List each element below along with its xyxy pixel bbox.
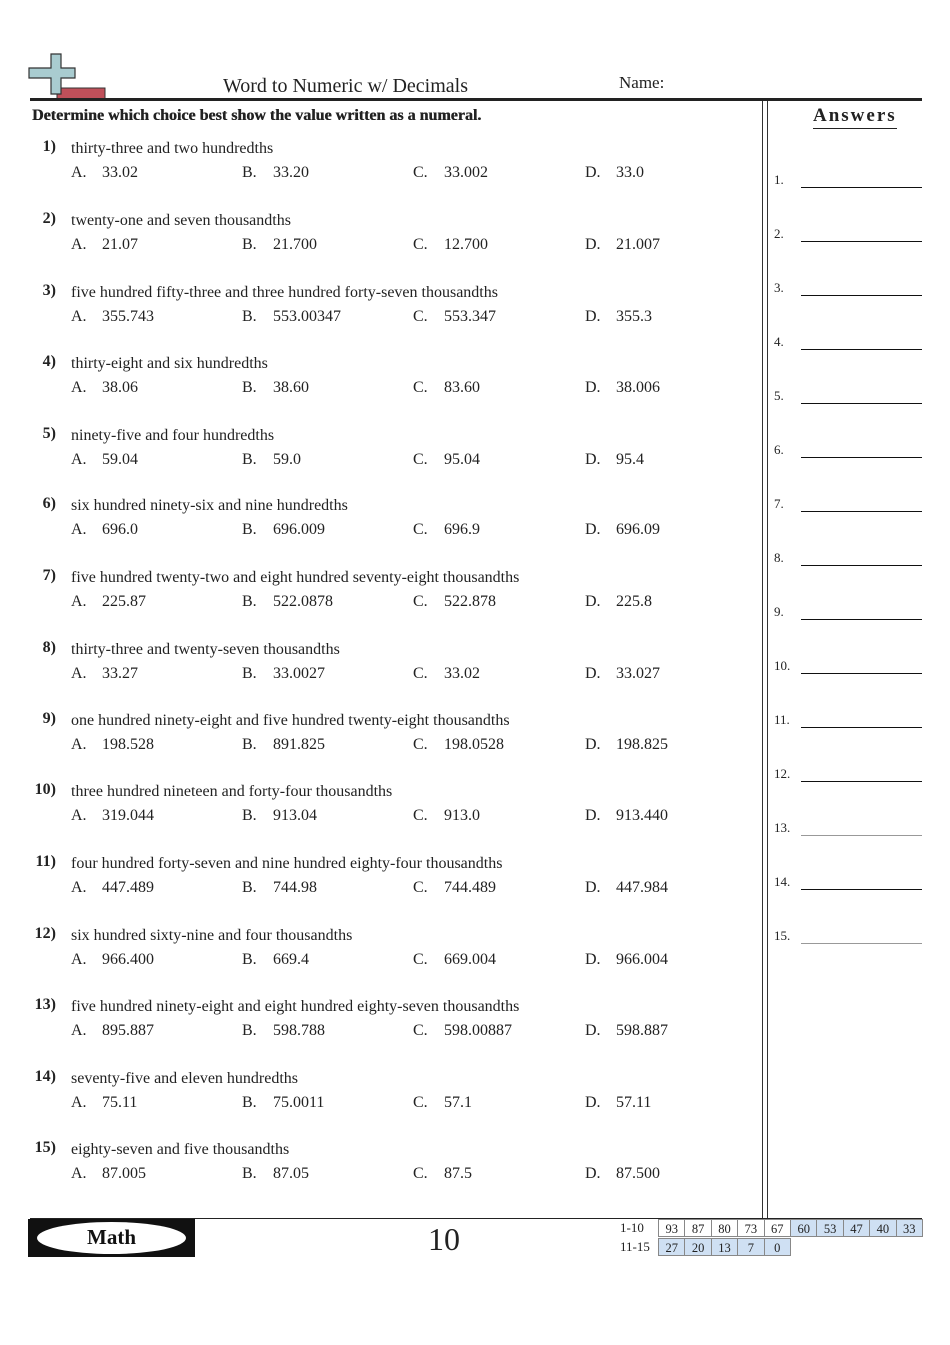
question-text: five hundred ninety-eight and eight hundred eighty-seven thousandths — [71, 998, 520, 1015]
choice-value: 447.489 — [102, 879, 154, 896]
choice-letter: D. — [585, 451, 601, 468]
choice-value: 198.825 — [616, 736, 668, 753]
score-cell: 27 — [658, 1238, 685, 1256]
question-number: 10) — [34, 781, 56, 798]
question-text: twenty-one and seven thousandths — [71, 212, 291, 229]
choice-letter: C. — [413, 951, 428, 968]
answer-number: 8. — [774, 550, 784, 565]
choice-value: 198.0528 — [444, 736, 504, 753]
answer-number: 6. — [774, 442, 784, 457]
choice-letter: A. — [71, 736, 87, 753]
question-text: four hundred forty-seven and nine hundred eighty-four thousandths — [71, 855, 503, 872]
choice-letter: A. — [71, 951, 87, 968]
worksheet-title: Word to Numeric w/ Decimals — [223, 75, 468, 97]
choice-value: 355.743 — [102, 308, 154, 325]
choice-value: 598.00887 — [444, 1022, 512, 1039]
answer-choice — [413, 164, 488, 182]
answer-choice — [242, 164, 309, 182]
choice-value: 33.02 — [102, 164, 138, 181]
answer-row — [774, 438, 922, 458]
question-number: 7) — [42, 567, 56, 584]
choice-letter: B. — [242, 665, 257, 682]
question-item — [30, 425, 750, 485]
choice-value: 744.489 — [444, 879, 496, 896]
answer-row — [774, 222, 922, 242]
choice-value: 75.11 — [102, 1094, 138, 1111]
answer-row — [774, 600, 922, 620]
answer-choice — [71, 1094, 137, 1112]
choice-letter: D. — [585, 379, 601, 396]
answer-blank[interactable] — [801, 673, 922, 675]
answer-choice — [242, 1094, 324, 1112]
question-item — [30, 282, 750, 342]
answer-choice — [413, 736, 504, 754]
score-row-label: 1-10 — [620, 1220, 644, 1235]
answer-row — [774, 168, 922, 188]
question-number: 5) — [42, 425, 56, 442]
answer-choice — [71, 379, 138, 397]
choice-value: 95.04 — [444, 451, 480, 468]
question-number: 9) — [42, 710, 56, 727]
choice-letter: A. — [71, 593, 87, 610]
answer-choice — [413, 807, 480, 825]
question-number: 12) — [34, 925, 56, 942]
math-badge-label: Math — [87, 1225, 136, 1249]
choice-value: 319.044 — [102, 807, 154, 824]
answer-choice — [71, 1022, 154, 1040]
choice-value: 21.700 — [273, 236, 317, 253]
choice-value: 33.027 — [616, 665, 660, 682]
choice-letter: B. — [242, 236, 257, 253]
question-number: 13) — [34, 996, 56, 1013]
answer-choice — [242, 521, 325, 539]
choice-value: 669.4 — [273, 951, 309, 968]
answer-blank[interactable] — [801, 889, 922, 891]
answer-blank[interactable] — [801, 457, 922, 459]
answer-number: 2. — [774, 226, 784, 241]
question-item — [30, 210, 750, 270]
answer-choice — [71, 951, 154, 969]
choice-letter: C. — [413, 451, 428, 468]
answer-choice — [71, 593, 146, 611]
choice-value: 744.98 — [273, 879, 317, 896]
choice-value: 57.1 — [444, 1094, 472, 1111]
answer-choice — [413, 1094, 472, 1112]
score-cell: 13 — [711, 1238, 738, 1256]
question-text: three hundred nineteen and forty-four thousandths — [71, 783, 393, 800]
question-item — [30, 353, 750, 413]
choice-value: 21.07 — [102, 236, 138, 253]
choice-letter: A. — [71, 1165, 87, 1182]
answer-choice — [585, 1022, 668, 1040]
choice-letter: B. — [242, 164, 257, 181]
answer-choice — [242, 236, 317, 254]
score-cell: 47 — [843, 1219, 870, 1237]
choice-value: 198.528 — [102, 736, 154, 753]
choice-letter: A. — [71, 521, 87, 538]
choice-value: 38.06 — [102, 379, 138, 396]
choice-letter: B. — [242, 308, 257, 325]
choice-value: 696.0 — [102, 521, 138, 538]
question-item — [30, 1068, 750, 1128]
question-item — [30, 996, 750, 1056]
question-text: five hundred fifty-three and three hundred forty-seven thousandths — [71, 284, 498, 301]
answer-row — [774, 708, 922, 728]
answer-choice — [242, 379, 309, 397]
answer-number: 1. — [774, 172, 784, 187]
answer-choice — [242, 951, 309, 969]
choice-letter: A. — [71, 308, 87, 325]
choice-letter: A. — [71, 164, 87, 181]
question-number: 14) — [34, 1068, 56, 1085]
choice-value: 895.887 — [102, 1022, 154, 1039]
answers-divider — [767, 101, 768, 1218]
choice-letter: D. — [585, 164, 601, 181]
answer-blank[interactable] — [801, 727, 922, 729]
score-cell: 33 — [896, 1219, 923, 1237]
answer-number: 7. — [774, 496, 784, 511]
question-text: thirty-three and twenty-seven thousandths — [71, 641, 340, 658]
answer-choice — [71, 236, 138, 254]
choice-letter: A. — [71, 879, 87, 896]
answer-choice — [413, 593, 496, 611]
question-number: 1) — [42, 138, 56, 155]
answer-number: 14. — [774, 874, 791, 889]
answer-number: 5. — [774, 388, 784, 403]
answer-choice — [71, 451, 138, 469]
choice-value: 522.0878 — [273, 593, 333, 610]
choice-value: 59.04 — [102, 451, 138, 468]
choice-value: 95.4 — [616, 451, 644, 468]
answer-number: 10. — [774, 658, 791, 673]
choice-value: 12.700 — [444, 236, 488, 253]
answer-choice — [585, 1094, 651, 1112]
answers-title: Answers — [813, 105, 897, 129]
answer-choice — [413, 451, 480, 469]
answer-choice — [413, 1022, 512, 1040]
score-cell: 20 — [684, 1238, 711, 1256]
question-text: seventy-five and eleven hundredths — [71, 1070, 299, 1087]
score-cell: 7 — [737, 1238, 764, 1256]
answer-choice — [71, 164, 138, 182]
answer-row — [774, 924, 922, 944]
choice-value: 913.04 — [273, 807, 317, 824]
choice-letter: C. — [413, 665, 428, 682]
choice-value: 33.02 — [444, 665, 480, 682]
choice-value: 87.500 — [616, 1165, 660, 1182]
answer-number: 15. — [774, 928, 791, 943]
choice-letter: B. — [242, 736, 257, 753]
question-text: eighty-seven and five thousandths — [71, 1141, 290, 1158]
choice-letter: C. — [413, 379, 428, 396]
answer-choice — [413, 236, 488, 254]
answer-choice — [71, 665, 138, 683]
choice-value: 696.009 — [273, 521, 325, 538]
header-rule — [30, 98, 922, 101]
answer-number: 11. — [774, 712, 790, 727]
choice-letter: C. — [413, 308, 428, 325]
question-item — [30, 925, 750, 985]
choice-value: 225.87 — [102, 593, 146, 610]
choice-value: 598.788 — [273, 1022, 325, 1039]
question-text: one hundred ninety-eight and five hundred twenty-eight thousandths — [71, 712, 510, 729]
answer-blank[interactable] — [801, 619, 922, 621]
choice-letter: B. — [242, 521, 257, 538]
answer-row — [774, 330, 922, 350]
answer-choice — [585, 879, 668, 897]
answer-row — [774, 546, 922, 566]
answer-choice — [585, 521, 660, 539]
answer-choice — [585, 951, 668, 969]
answer-choice — [585, 807, 668, 825]
choice-value: 57.11 — [616, 1094, 652, 1111]
question-item — [30, 495, 750, 555]
question-text: thirty-eight and six hundredths — [71, 355, 268, 372]
choice-value: 33.002 — [444, 164, 488, 181]
question-number: 6) — [42, 495, 56, 512]
score-cell: 73 — [737, 1219, 764, 1237]
choice-letter: A. — [71, 1022, 87, 1039]
choice-letter: D. — [585, 521, 601, 538]
choice-letter: D. — [585, 593, 601, 610]
answer-row — [774, 816, 922, 836]
choice-value: 966.400 — [102, 951, 154, 968]
answer-row — [774, 870, 922, 890]
answer-row — [774, 654, 922, 674]
answer-blank[interactable] — [801, 241, 922, 243]
choice-letter: D. — [585, 308, 601, 325]
name-label: Name: — [619, 73, 665, 92]
choice-letter: C. — [413, 593, 428, 610]
question-text: six hundred ninety-six and nine hundredths — [71, 497, 348, 514]
choice-letter: D. — [585, 951, 601, 968]
score-cell: 60 — [790, 1219, 817, 1237]
question-item — [30, 567, 750, 627]
answer-blank[interactable] — [801, 349, 922, 351]
answer-choice — [413, 308, 496, 326]
answer-row — [774, 276, 922, 296]
answer-choice — [585, 236, 660, 254]
choice-value: 553.00347 — [273, 308, 341, 325]
choice-letter: C. — [413, 1165, 428, 1182]
answer-choice — [71, 521, 138, 539]
choice-letter: B. — [242, 1022, 257, 1039]
choice-value: 33.0027 — [273, 665, 325, 682]
answer-choice — [413, 951, 496, 969]
answer-choice — [585, 308, 652, 326]
choice-letter: D. — [585, 736, 601, 753]
choice-letter: D. — [585, 1022, 601, 1039]
choice-value: 38.60 — [273, 379, 309, 396]
choice-letter: D. — [585, 1094, 601, 1111]
answer-blank[interactable] — [801, 187, 922, 189]
answer-choice — [71, 736, 154, 754]
answer-choice — [413, 1165, 472, 1183]
question-number: 2) — [42, 210, 56, 227]
choice-letter: B. — [242, 1094, 257, 1111]
answer-choice — [413, 521, 480, 539]
math-badge — [28, 1219, 195, 1257]
choice-letter: C. — [413, 1022, 428, 1039]
choice-letter: B. — [242, 451, 257, 468]
question-number: 8) — [42, 639, 56, 656]
choice-letter: B. — [242, 807, 257, 824]
answer-choice — [585, 665, 660, 683]
choice-letter: A. — [71, 236, 87, 253]
choice-value: 225.8 — [616, 593, 652, 610]
choice-value: 33.20 — [273, 164, 309, 181]
answer-blank[interactable] — [801, 403, 922, 405]
answer-blank[interactable] — [801, 295, 922, 297]
question-item — [30, 1139, 750, 1199]
answer-choice — [242, 665, 325, 683]
question-item — [30, 639, 750, 699]
answer-choice — [242, 736, 325, 754]
answer-blank[interactable] — [801, 835, 922, 836]
answer-blank[interactable] — [801, 943, 922, 944]
answer-choice — [71, 1165, 146, 1183]
answer-blank[interactable] — [801, 781, 922, 783]
score-cell: 53 — [816, 1219, 843, 1237]
score-cell: 40 — [869, 1219, 896, 1237]
question-text: thirty-three and two hundredths — [71, 140, 274, 157]
choice-value: 21.007 — [616, 236, 660, 253]
choice-letter: A. — [71, 807, 87, 824]
question-number: 3) — [42, 282, 56, 299]
question-text: five hundred twenty-two and eight hundred seventy-eight thousandths — [71, 569, 520, 586]
choice-letter: C. — [413, 1094, 428, 1111]
choice-value: 355.3 — [616, 308, 652, 325]
answer-choice — [242, 308, 341, 326]
choice-letter: B. — [242, 1165, 257, 1182]
question-number: 4) — [42, 353, 56, 370]
choice-letter: B. — [242, 879, 257, 896]
score-cell: 80 — [711, 1219, 738, 1237]
question-text: six hundred sixty-nine and four thousandths — [71, 927, 353, 944]
choice-letter: A. — [71, 451, 87, 468]
answer-row — [774, 492, 922, 512]
answer-number: 9. — [774, 604, 784, 619]
answer-number: 3. — [774, 280, 784, 295]
answer-choice — [413, 379, 480, 397]
answer-row — [774, 384, 922, 404]
choice-letter: C. — [413, 521, 428, 538]
choice-letter: D. — [585, 1165, 601, 1182]
choice-value: 696.9 — [444, 521, 480, 538]
answer-number: 13. — [774, 820, 791, 835]
choice-letter: C. — [413, 807, 428, 824]
answer-blank[interactable] — [801, 565, 922, 567]
choice-value: 696.09 — [616, 521, 660, 538]
choice-letter: D. — [585, 807, 601, 824]
answer-number: 12. — [774, 766, 791, 781]
score-row-label: 11-15 — [620, 1239, 650, 1254]
answer-choice — [242, 451, 301, 469]
answer-choice — [242, 807, 317, 825]
choice-letter: D. — [585, 236, 601, 253]
answer-choice — [242, 1022, 325, 1040]
choice-letter: D. — [585, 665, 601, 682]
answer-choice — [413, 879, 496, 897]
question-item — [30, 710, 750, 770]
question-item — [30, 853, 750, 913]
choice-value: 553.347 — [444, 308, 496, 325]
choice-letter: C. — [413, 736, 428, 753]
answer-choice — [242, 1165, 309, 1183]
choice-letter: C. — [413, 879, 428, 896]
choice-value: 669.004 — [444, 951, 496, 968]
choice-value: 913.440 — [616, 807, 668, 824]
choice-value: 891.825 — [273, 736, 325, 753]
choice-value: 447.984 — [616, 879, 668, 896]
question-item — [30, 781, 750, 841]
answer-choice — [71, 879, 154, 897]
choice-letter: A. — [71, 1094, 87, 1111]
question-item — [30, 138, 750, 198]
choice-letter: D. — [585, 879, 601, 896]
choice-letter: C. — [413, 236, 428, 253]
choice-letter: B. — [242, 379, 257, 396]
answer-blank[interactable] — [801, 511, 922, 513]
answer-choice — [71, 807, 154, 825]
score-cell: 0 — [764, 1238, 791, 1256]
question-text: ninety-five and four hundredths — [71, 427, 275, 444]
choice-value: 75.0011 — [273, 1094, 325, 1111]
answer-choice — [242, 879, 317, 897]
choice-value: 38.006 — [616, 379, 660, 396]
score-cell: 67 — [764, 1219, 791, 1237]
answer-choice — [585, 1165, 660, 1183]
answer-row — [774, 762, 922, 782]
choice-letter: B. — [242, 593, 257, 610]
question-number: 15) — [34, 1139, 56, 1156]
choice-value: 522.878 — [444, 593, 496, 610]
score-cell: 87 — [684, 1219, 711, 1237]
choice-letter: B. — [242, 951, 257, 968]
answer-choice — [413, 665, 480, 683]
choice-value: 87.5 — [444, 1165, 472, 1182]
score-cell: 93 — [658, 1219, 685, 1237]
answer-choice — [71, 308, 154, 326]
answer-number: 4. — [774, 334, 784, 349]
question-number: 11) — [35, 853, 56, 870]
choice-value: 913.0 — [444, 807, 480, 824]
answer-choice — [585, 593, 652, 611]
choice-letter: C. — [413, 164, 428, 181]
answers-divider — [762, 101, 763, 1218]
choice-value: 87.005 — [102, 1165, 146, 1182]
answer-choice — [585, 164, 644, 182]
answer-choice — [242, 593, 333, 611]
answer-choice — [585, 379, 660, 397]
answer-choice — [585, 451, 644, 469]
choice-value: 33.0 — [616, 164, 644, 181]
choice-value: 966.004 — [616, 951, 668, 968]
choice-letter: A. — [71, 379, 87, 396]
math-cross-logo — [27, 52, 107, 100]
answer-choice — [585, 736, 668, 754]
instructions: Determine which choice best show the value written as a numeral. — [32, 107, 482, 124]
choice-value: 87.05 — [273, 1165, 309, 1182]
page-number: 10 — [428, 1221, 460, 1257]
choice-value: 59.0 — [273, 451, 301, 468]
choice-value: 598.887 — [616, 1022, 668, 1039]
choice-letter: A. — [71, 665, 87, 682]
choice-value: 33.27 — [102, 665, 138, 682]
choice-value: 83.60 — [444, 379, 480, 396]
